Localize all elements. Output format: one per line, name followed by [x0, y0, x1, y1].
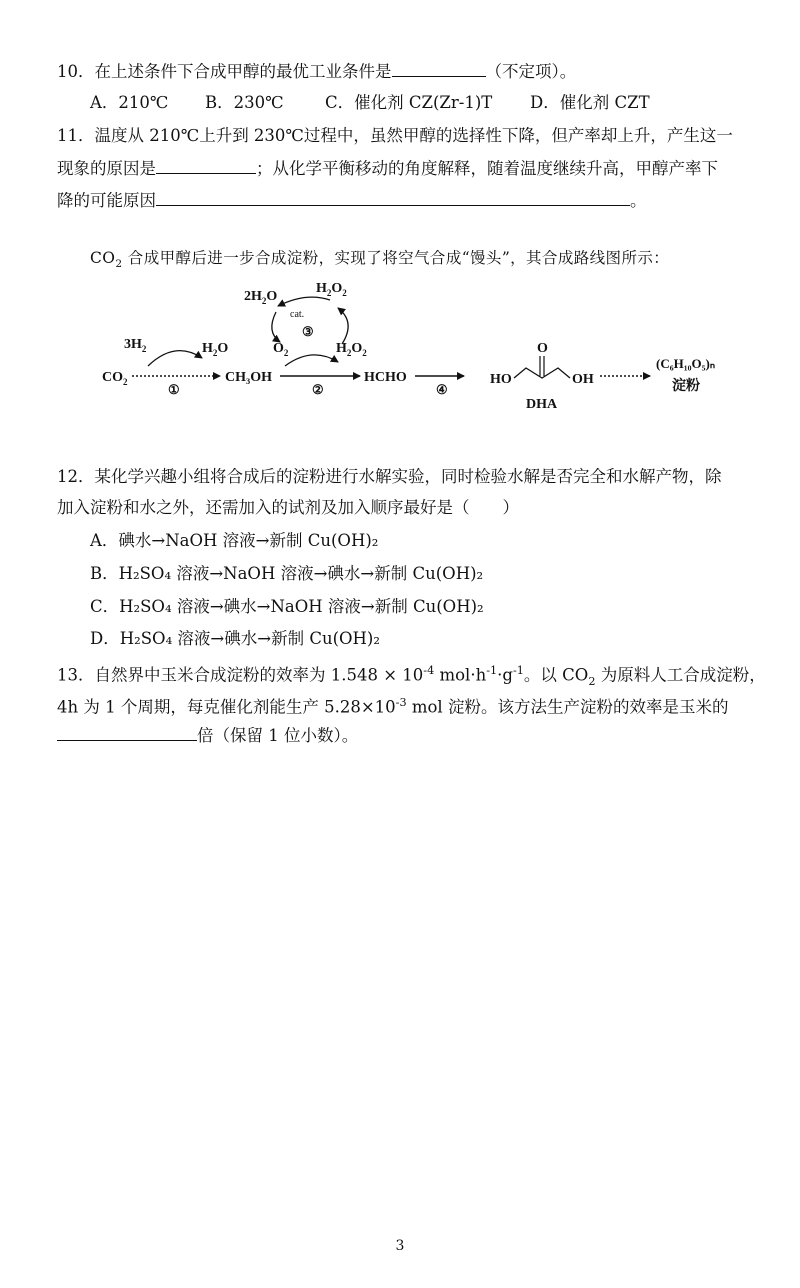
diagram-h2o2-in: $H_2O_2$: [316, 281, 347, 298]
q13-line1-e: 为原料人工合成淀粉，: [595, 665, 766, 685]
step1-label: ①: [168, 382, 180, 397]
q13-line1-exp: -4: [423, 664, 435, 677]
q10-stem-post: （不定项）。: [485, 62, 577, 81]
q13-line1-exp3: -1: [512, 664, 524, 677]
q11-line2-pre: 现象的原因是: [57, 159, 156, 178]
step2-label: ②: [312, 382, 324, 397]
synthesis-route-diagram: [80, 270, 760, 420]
dha-skeleton: [514, 368, 570, 378]
synthesis-intro: [90, 246, 669, 270]
starch-formula: (C₆H₁₀O₅)ₙ: [656, 356, 716, 371]
q10-stem: [57, 60, 576, 83]
q11-line1: 11．温度从 210℃上升到 230℃过程中，虽然甲醇的选择性下降，但产率却上升，产生这一: [57, 126, 733, 145]
starch-label: 淀粉: [672, 379, 700, 394]
q13-line2-a: 4h 为 1 个周期，每克催化剂能生产 5.28×10: [57, 697, 396, 717]
q10-option-a[interactable]: A．210℃: [90, 93, 169, 112]
q12-line1: 12．某化学兴趣小组将合成后的淀粉进行水解实验，同时检验水解是否完全和水解产物，除: [57, 467, 722, 486]
q13-line1: [57, 660, 766, 693]
q13-line3-post: 倍（保留 1 位小数）。: [197, 726, 359, 745]
q11-line2-post: ；从化学平衡移动的角度解释，随着温度继续升高，甲醇产率下: [256, 159, 718, 178]
q11-answer-blank-1[interactable]: [156, 157, 256, 174]
q12-option-c[interactable]: C．H₂SO₄ 溶液→碘水→NaOH 溶液→新制 Cu(OH)₂: [90, 597, 484, 616]
q11-answer-blank-2[interactable]: [156, 189, 630, 206]
step3-label: ③: [302, 324, 314, 339]
cycle-arrow-left: [272, 312, 280, 342]
q10-answer-blank[interactable]: [392, 60, 486, 77]
dha-ho: HO: [490, 372, 512, 387]
q13-line2-exp: -3: [395, 696, 407, 709]
q10-option-b[interactable]: B．230℃: [205, 93, 284, 112]
q13-line1-b: mol·h: [434, 665, 487, 685]
q13-line1-exp2: -1: [486, 664, 498, 677]
q12-option-b[interactable]: B．H₂SO₄ 溶液→NaOH 溶液→碘水→新制 Cu(OH)₂: [90, 564, 484, 583]
dha-oh: OH: [572, 372, 594, 387]
q12-line2: 加入淀粉和水之外，还需加入的试剂及加入顺序最好是（ ）: [57, 498, 519, 517]
page-number: 3: [395, 1238, 405, 1254]
q13-answer-blank[interactable]: [57, 724, 197, 741]
q10-option-c[interactable]: C．催化剂 CZ(Zr-1)T: [325, 93, 493, 112]
intro-co2: CO: [90, 249, 116, 267]
q11-line3-post: 。: [630, 191, 647, 210]
diagram-formaldehyde: HCHO: [364, 370, 407, 385]
step1-curved-arrow: [148, 351, 202, 366]
cycle-arrow-upper: [278, 297, 330, 306]
diagram-h2o2-out: $H_2O_2$: [336, 341, 367, 358]
q11-line2: [57, 157, 718, 180]
q13-line1-c: ·g: [497, 665, 513, 685]
q13-line1-sub: 2: [588, 674, 596, 688]
diagram-o2: $O_2$: [273, 341, 289, 358]
diagram-2h2o: $2H_2O$: [244, 289, 278, 306]
q13-line2: [57, 692, 728, 719]
diagram-h2o-out: $H_2O$: [202, 341, 229, 358]
step2-curved-arrow: [285, 355, 338, 366]
step4-label: ④: [436, 382, 448, 397]
q12-option-a[interactable]: A．碘水→NaOH 溶液→新制 Cu(OH)₂: [90, 531, 379, 550]
intro-text: 合成甲醇后进一步合成淀粉，实现了将空气合成“馒头”，其合成路线图所示：: [122, 249, 670, 267]
diagram-methanol: CH₃OH: [225, 370, 272, 385]
q13-line1-d: 。以 CO: [523, 665, 589, 685]
q13-line2-b: mol 淀粉。该方法生产淀粉的效率是玉米的: [406, 697, 729, 717]
cat-label: cat.: [290, 309, 305, 320]
q11-line3: [57, 189, 647, 212]
dha-label: DHA: [526, 397, 558, 412]
cycle-arrow-right: [338, 308, 348, 344]
diagram-3h2: $3H_2$: [124, 337, 147, 354]
q11-line3-pre: 降的可能原因: [57, 191, 156, 210]
q10-option-d[interactable]: D．催化剂 CZT: [530, 93, 650, 112]
q12-option-d[interactable]: D．H₂SO₄ 溶液→碘水→新制 Cu(OH)₂: [90, 629, 380, 648]
q13-line1-a: 13．自然界中玉米合成淀粉的效率为 1.548 × 10: [57, 665, 424, 685]
q10-stem-pre: 10．在上述条件下合成甲醇的最优工业条件是: [57, 62, 392, 81]
intro-co2-sub: 2: [115, 258, 123, 271]
diagram-co2: $CO_2$: [102, 370, 128, 387]
q13-line3: [57, 724, 358, 747]
dha-o: O: [537, 341, 548, 356]
